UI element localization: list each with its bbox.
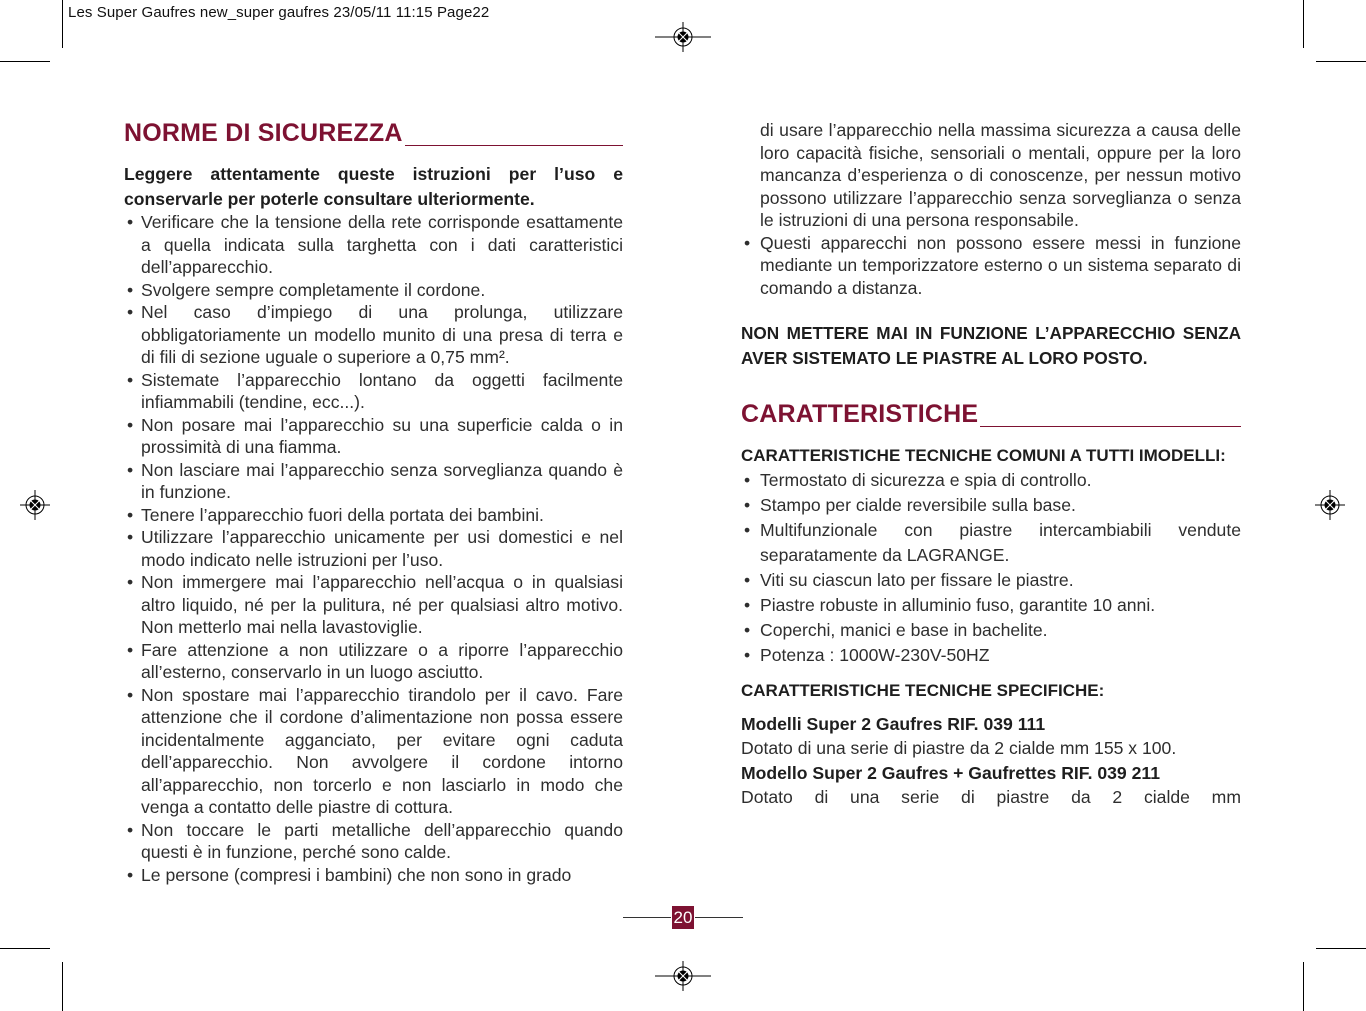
section-title-text: NORME DI SICUREZZA: [124, 119, 403, 147]
crop-mark: [0, 948, 50, 949]
list-item: • Non lasciare mai l’apparecchio senza sorveglianza quando è in funzione.: [124, 459, 623, 504]
registration-mark-icon: [20, 490, 50, 520]
list-item: • Non spostare mai l’apparecchio tirandolo per il cavo. Fare attenzione che il cordone d’alimentazione non possa essere incidentalmente agganciato, per evitare ogni caduta dell’apparecchio. Non avvolgere il cordone intorno all’apparecchio, non torcerlo e non lasciarlo in modo che venga a contatto delle piastre di cottura.: [124, 684, 623, 819]
crop-mark: [1316, 948, 1366, 949]
list-item: • Utilizzare l’apparecchio unicamente per usi domestici e nel modo indicato nelle istruzioni per l’uso.: [124, 526, 623, 571]
model-2-description: Dotato di una serie di piastre da 2 cialde mm: [741, 786, 1241, 807]
warning-text: NON METTERE MAI IN FUNZIONE L’APPARECCHIO SENZA AVER SISTEMATO LE PIASTRE AL LORO POSTO.: [741, 323, 1241, 368]
list-item: • Sistemate l’apparecchio lontano da oggetti facilmente infiammabili (tendine, ecc...).: [124, 369, 623, 414]
list-item: • Coperchi, manici e base in bachelite.: [741, 618, 1241, 643]
list-item: • Questi apparecchi non possono essere messi in funzione mediante un temporizzatore esterno o un sistema separato di comando a distanza.: [741, 232, 1241, 300]
registration-mark-icon: [655, 961, 711, 991]
page-number: 20: [673, 908, 693, 927]
section-title-text: CARATTERISTICHE: [741, 400, 979, 428]
model-1-title: Modelli Super 2 Gaufres RIF. 039 111: [741, 714, 1046, 734]
title-rule: [405, 145, 623, 146]
safety-list-continued: [741, 232, 1241, 300]
list-item: • Tenere l’apparecchio fuori della portata dei bambini.: [124, 504, 623, 527]
crop-mark: [0, 61, 50, 62]
section-title-safety: [124, 116, 623, 150]
common-features-heading: CARATTERISTICHE TECNICHE COMUNI A TUTTI IMODELLI:: [741, 446, 1226, 465]
list-item: • Verificare che la tensione della rete corrisponde esattamente a quella indicata sulla targhetta con i dati caratteristici dell’apparecchio.: [124, 211, 623, 279]
crop-mark: [1316, 61, 1366, 62]
left-column: [124, 116, 623, 886]
page-number-rule: [695, 917, 743, 918]
title-rule: [980, 426, 1241, 427]
list-item: • Non immergere mai l’apparecchio nell’acqua o in qualsiasi altro liquido, né per la pulitura, né per qualsiasi altro motivo. Non metterlo mai nella lavastoviglie.: [124, 571, 623, 639]
page-number-block: [623, 906, 743, 930]
common-features-list: [741, 468, 1241, 668]
list-item: • Termostato di sicurezza e spia di controllo.: [741, 468, 1241, 493]
page-number-rule: [623, 917, 671, 918]
model-2-title: Modello Super 2 Gaufres + Gaufrettes RIF. 039 211: [741, 762, 1160, 783]
section-title-features: [741, 397, 1241, 431]
continuation-paragraph: di usare l’apparecchio nella massima sicurezza a causa delle loro capacità fisiche, sensoriali o mentali, oppure per la loro mancanza d’esperienza o di conoscenze, per nessun motivo possono utilizzare l’apparecchio senza sorveglianza o senza le istruzioni di una persona responsabile.: [760, 120, 1241, 230]
list-item: • Fare attenzione a non utilizzare o a riporre l’apparecchio all’esterno, conservarlo in un luogo asciutto.: [124, 639, 623, 684]
registration-mark-icon: [1315, 490, 1345, 520]
crop-mark: [1303, 0, 1304, 48]
list-item: • Le persone (compresi i bambini) che non sono in grado: [124, 864, 623, 887]
intro-paragraph: Leggere attentamente queste istruzioni per l’uso e conservarle per poterle consultare ulteriormente.: [124, 164, 623, 209]
right-column: [741, 119, 1241, 809]
crop-mark: [62, 962, 63, 1011]
list-item: • Viti su ciascun lato per fissare le piastre.: [741, 568, 1241, 593]
model-1-description: Dotato di una serie di piastre da 2 cialde mm 155 x 100.: [741, 738, 1177, 758]
safety-list: [124, 211, 623, 886]
list-item: • Nel caso d’impiego di una prolunga, utilizzare obbligatoriamente un modello munito di una presa di terra e di fili di sezione uguale o superiore a 0,75 mm².: [124, 301, 623, 369]
crop-mark: [62, 0, 63, 48]
specific-features-heading: CARATTERISTICHE TECNICHE SPECIFICHE:: [741, 680, 1105, 700]
registration-mark-icon: [655, 22, 711, 52]
print-slug: Les Super Gaufres new_super gaufres 23/05/11 11:15 Page22: [68, 4, 490, 21]
list-item: • Stampo per cialde reversibile sulla base.: [741, 493, 1241, 518]
list-item: • Piastre robuste in alluminio fuso, garantite 10 anni.: [741, 593, 1241, 618]
list-item: • Multifunzionale con piastre intercambiabili vendute separatamente da LAGRANGE.: [741, 518, 1241, 568]
list-item: • Svolgere sempre completamente il cordone.: [124, 279, 623, 302]
list-item: • Non toccare le parti metalliche dell’apparecchio quando questi è in funzione, perché sono calde.: [124, 819, 623, 864]
list-item: • Non posare mai l’apparecchio su una superficie calda o in prossimità di una fiamma.: [124, 414, 623, 459]
crop-mark: [1303, 962, 1304, 1011]
list-item: • Potenza : 1000W-230V-50HZ: [741, 643, 1241, 668]
